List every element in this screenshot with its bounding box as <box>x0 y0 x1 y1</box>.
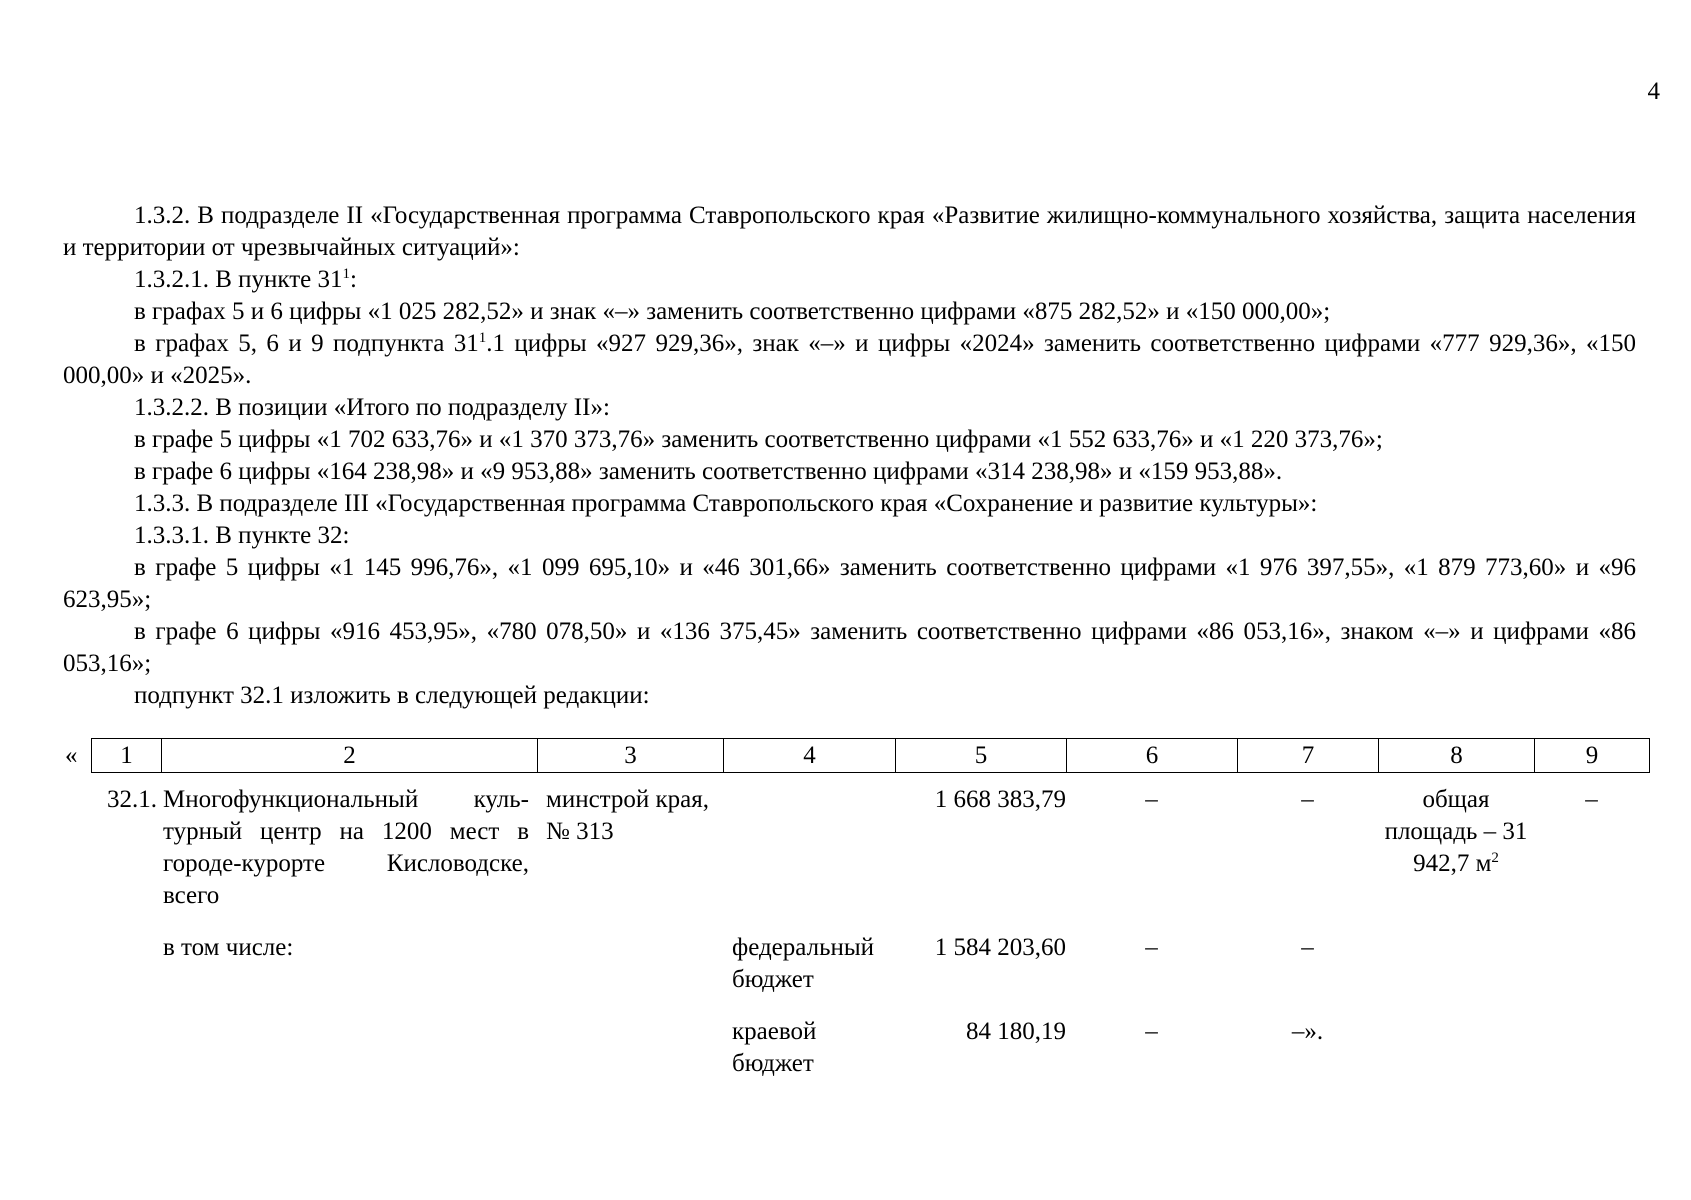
area-text: общая площадь – 31 942,7 м <box>1384 786 1528 877</box>
superscript: 1 <box>478 330 487 346</box>
paragraph-graph-5-totals: в графе 5 цифры «1 702 633,76» и «1 370 373,76» заменить соответственно цифрами «1 552 633,76» и «1 220 373,76»; <box>134 426 1383 453</box>
header-cell: 6 <box>1067 739 1238 773</box>
paragraph-graphs-5-6: в графах 5 и 6 цифры «1 025 282,52» и знак «–» заменить соответственно цифрами «875 282,52» и «150 000,00»; <box>134 298 1331 325</box>
col8-cell <box>1378 1016 1534 1080</box>
table-row-regional <box>91 1016 1649 1080</box>
paragraph-graphs-5-6-9 <box>63 328 1636 392</box>
spacer-cell <box>91 912 1649 932</box>
header-cell: 5 <box>896 739 1067 773</box>
object-name <box>161 1016 537 1080</box>
header-cell: 2 <box>162 739 538 773</box>
col8-cell <box>1378 932 1534 996</box>
source-cell: федеральный бюджет <box>732 934 875 993</box>
customer-cell <box>537 1016 723 1080</box>
superscript: 2 <box>1491 850 1499 866</box>
open-quote: « <box>65 742 78 769</box>
col7-cell: – <box>1301 934 1314 961</box>
paragraph-1-3-2-1 <box>63 264 1636 296</box>
header-cell: 3 <box>538 739 724 773</box>
table-row-including <box>91 932 1649 996</box>
header-cell: 7 <box>1238 739 1379 773</box>
source-cell: краевой бюджет <box>732 1018 817 1077</box>
paragraph-text: .1 цифры «927 929,36», знак «–» и цифры «2024» заменить соответственно цифрами «777 929,36», «150 000,00» и «2025». <box>63 330 1636 389</box>
header-row <box>92 739 1650 773</box>
row-number <box>91 1016 161 1080</box>
spacer-cell <box>91 996 1649 1016</box>
col9-cell <box>1534 932 1649 996</box>
col9-cell <box>1534 1016 1649 1080</box>
row-number <box>91 932 161 996</box>
col6-cell: – <box>1145 934 1158 961</box>
col6-cell: – <box>1145 1018 1158 1045</box>
paragraph-text: : <box>350 266 357 293</box>
paragraph-1-3-3-1: 1.3.3.1. В пункте 32: <box>134 522 350 549</box>
customer-cell: минстрой края, № 313 <box>546 786 710 845</box>
document-body <box>63 200 1636 712</box>
header-cell: 1 <box>92 739 162 773</box>
including-label: в том числе: <box>163 934 294 961</box>
col5-cell: 1 668 383,79 <box>934 786 1066 813</box>
col6-cell: – <box>1145 786 1158 813</box>
table-header <box>91 738 1650 773</box>
paragraph-1-3-3: 1.3.3. В подразделе III «Государственная программа Ставропольского края «Сохранение и развитие культуры»: <box>134 490 1318 517</box>
paragraph-graph-6-item-32: в графе 6 цифры «916 453,95», «780 078,50» и «136 375,45» заменить соответственно цифрами «86 053,16», знаком «–» и цифрами «86 053,16»; <box>63 618 1636 677</box>
col8-cell <box>1378 784 1534 912</box>
paragraph-1-3-2: 1.3.2. В подразделе II «Государственная программа Ставропольского края «Развитие жилищно-коммунального хозяйства, защита населения и территории от чрезвычайных ситуаций»: <box>63 202 1636 261</box>
paragraph-text: 1.3.2.1. В пункте 31 <box>134 266 343 293</box>
paragraph-subitem-32-1: подпункт 32.1 изложить в следующей редакции: <box>134 682 650 709</box>
row-spacer <box>91 912 1649 932</box>
paragraph-text: в графах 5, 6 и 9 подпункта 31 <box>134 330 479 357</box>
paragraph-graph-6-totals: в графе 6 цифры «164 238,98» и «9 953,88» заменить соответственно цифрами «314 238,98» и «159 953,88». <box>134 458 1283 485</box>
table-row-main <box>91 784 1649 912</box>
header-cell: 9 <box>1535 739 1650 773</box>
superscript: 1 <box>342 266 351 282</box>
col5-cell: 84 180,19 <box>966 1018 1066 1045</box>
paragraph-graph-5-item-32: в графе 5 цифры «1 145 996,76», «1 099 695,10» и «46 301,66» заменить соответственно цифрами «1 976 397,55», «1 879 773,60» и «96 623,95»; <box>63 554 1636 613</box>
header-cell: 8 <box>1379 739 1535 773</box>
header-cell: 4 <box>724 739 896 773</box>
row-spacer <box>91 996 1649 1016</box>
paragraph-1-3-2-2: 1.3.2.2. В позиции «Итого по подразделу II»: <box>134 394 610 421</box>
col7-cell: –». <box>1291 1018 1324 1045</box>
col7-cell: – <box>1301 786 1314 813</box>
customer-cell <box>537 932 723 996</box>
table-body <box>91 784 1649 1080</box>
source-cell <box>723 784 895 912</box>
col5-cell: 1 584 203,60 <box>934 934 1066 961</box>
page-number: 4 <box>1647 78 1660 105</box>
col9-cell: – <box>1585 786 1598 813</box>
object-name: Многофункциональный культурный центр на 1200 мест в городе-курорте Кисловодске, всего <box>163 786 529 909</box>
row-number: 32.1. <box>107 786 157 813</box>
